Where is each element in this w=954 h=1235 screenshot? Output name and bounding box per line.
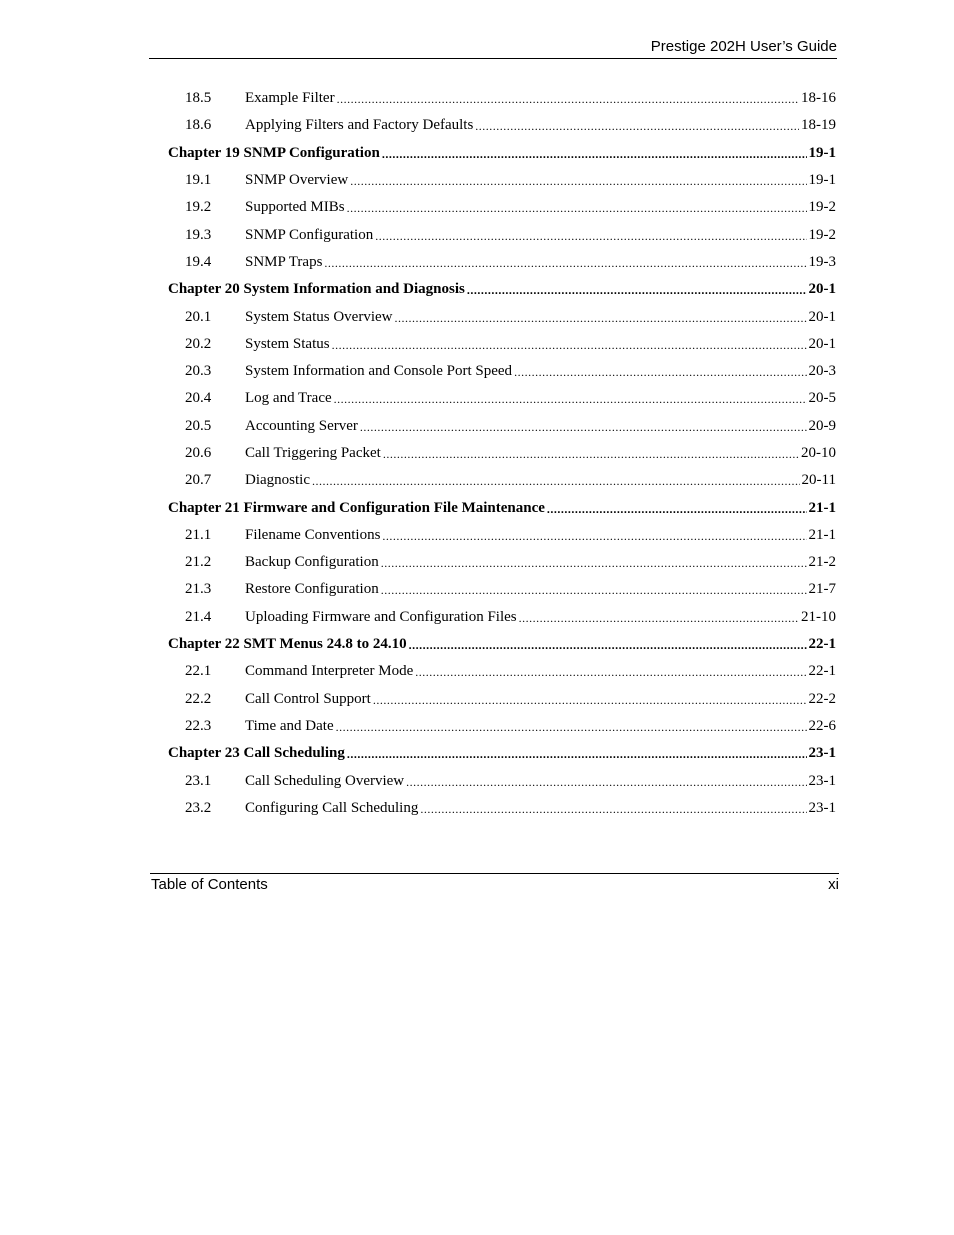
- toc-entry-title: Chapter 23 Call Scheduling: [168, 745, 345, 762]
- toc-page-number: 22-1: [808, 636, 836, 653]
- toc-page-number: 20-3: [808, 363, 836, 380]
- toc-section-number: 19.3: [185, 226, 212, 243]
- dot-leader: [347, 201, 807, 216]
- toc-section-number: 18.5: [185, 90, 212, 107]
- toc-section-entry[interactable]: [168, 303, 836, 330]
- dot-leader: [360, 420, 807, 435]
- dot-leader: [332, 338, 807, 353]
- toc-entry-title: Restore Configuration: [245, 581, 379, 598]
- toc-page-number: 20-10: [801, 445, 836, 461]
- page-number: xi: [828, 876, 839, 893]
- toc-page-number: 20-5: [808, 390, 836, 407]
- toc-entry-title: Call Control Support: [245, 690, 371, 707]
- toc-section-number: 23.2: [185, 799, 212, 816]
- toc-section-number: 21.4: [185, 608, 212, 625]
- dot-leader: [395, 311, 807, 326]
- toc-section-entry[interactable]: [168, 576, 836, 603]
- toc-section-entry[interactable]: [168, 249, 836, 276]
- dot-leader: [381, 556, 807, 571]
- toc-section-entry[interactable]: [168, 686, 836, 713]
- dot-leader: [409, 638, 807, 653]
- toc-page-number: 22-6: [808, 717, 836, 734]
- dot-leader: [312, 474, 800, 489]
- table-of-contents: [168, 85, 836, 822]
- toc-page-number: 20-9: [808, 417, 836, 434]
- toc-entry-title: SNMP Overview: [245, 172, 349, 189]
- toc-page-number: 23-1: [808, 745, 836, 762]
- toc-page-number: 19-1: [808, 172, 836, 189]
- toc-section-entry[interactable]: [168, 413, 836, 440]
- toc-entry-title: Time and Date: [245, 717, 334, 734]
- dot-leader: [337, 92, 799, 107]
- toc-entry-title: System Information and Console Port Speed: [245, 363, 513, 380]
- dot-leader: [475, 119, 799, 134]
- toc-page-number: 22-2: [808, 690, 836, 707]
- toc-section-number: 21.3: [185, 581, 212, 598]
- dot-leader: [467, 283, 807, 298]
- dot-leader: [406, 775, 806, 790]
- toc-section-number: 20.3: [185, 363, 212, 380]
- toc-page-number: 20-11: [801, 472, 836, 489]
- toc-entry-title: System Status Overview: [245, 308, 393, 325]
- toc-section-number: 18.6: [185, 117, 212, 134]
- dot-leader: [324, 256, 806, 271]
- footer-section-label: Table of Contents: [151, 876, 268, 893]
- toc-section-number: 22.2: [185, 690, 212, 707]
- toc-section-number: 23.1: [185, 772, 212, 789]
- toc-page-number: 19-1: [808, 144, 836, 161]
- toc-entry-title: Diagnostic: [245, 472, 310, 489]
- toc-chapter-entry[interactable]: [168, 276, 836, 303]
- dot-leader: [373, 693, 807, 708]
- toc-entry-title: Command Interpreter Mode: [245, 663, 414, 680]
- toc-section-entry[interactable]: [168, 331, 836, 358]
- toc-section-entry[interactable]: [168, 467, 836, 494]
- toc-entry-title: Filename Conventions: [245, 526, 381, 543]
- toc-section-number: 19.1: [185, 172, 212, 189]
- toc-section-entry[interactable]: [168, 385, 836, 412]
- dot-leader: [334, 392, 807, 407]
- toc-entry-title: Example Filter: [245, 90, 335, 107]
- toc-section-entry[interactable]: [168, 194, 836, 221]
- toc-page-number: 23-1: [808, 799, 836, 816]
- toc-entry-title: Backup Configuration: [245, 554, 379, 571]
- toc-section-number: 19.4: [185, 253, 212, 270]
- toc-section-entry[interactable]: [168, 167, 836, 194]
- toc-page-number: 20-1: [808, 308, 836, 325]
- toc-section-number: 20.4: [185, 390, 212, 407]
- dot-leader: [382, 529, 806, 544]
- toc-section-entry[interactable]: [168, 795, 836, 822]
- toc-entry-title: Accounting Server: [245, 417, 358, 434]
- toc-section-number: 20.6: [185, 445, 212, 461]
- dot-leader: [347, 747, 807, 762]
- toc-entry-title: Configuring Call Scheduling: [245, 799, 419, 816]
- toc-chapter-entry[interactable]: [168, 740, 836, 767]
- dot-leader: [420, 802, 806, 817]
- toc-section-entry[interactable]: [168, 112, 836, 139]
- dot-leader: [415, 665, 806, 680]
- toc-section-entry[interactable]: [168, 604, 836, 631]
- toc-page-number: 18-16: [801, 90, 836, 107]
- toc-page-number: 21-7: [808, 581, 836, 598]
- toc-section-entry[interactable]: [168, 767, 836, 794]
- toc-entry-title: Call Scheduling Overview: [245, 772, 405, 789]
- toc-section-number: 20.2: [185, 335, 212, 352]
- toc-page-number: 20-1: [808, 335, 836, 352]
- dot-leader: [514, 365, 806, 380]
- toc-page-number: 19-3: [808, 253, 836, 270]
- document-title: Prestige 202H User’s Guide: [650, 38, 837, 55]
- dot-leader: [336, 720, 807, 735]
- toc-section-entry[interactable]: [168, 440, 836, 467]
- toc-section-entry[interactable]: [168, 549, 836, 576]
- toc-section-number: 22.1: [185, 663, 212, 680]
- toc-section-number: 22.3: [185, 717, 212, 734]
- toc-entry-title: Chapter 19 SNMP Configuration: [168, 144, 380, 161]
- toc-entry-title: Chapter 22 SMT Menus 24.8 to 24.10: [168, 636, 407, 653]
- toc-entry-title: Call Triggering Packet: [245, 445, 381, 461]
- toc-section-number: 21.2: [185, 554, 212, 571]
- dot-leader: [547, 502, 807, 517]
- toc-page-number: 23-1: [808, 772, 836, 789]
- dot-leader: [381, 583, 807, 598]
- toc-chapter-entry[interactable]: [168, 631, 836, 658]
- toc-entry-title: System Status: [245, 335, 330, 352]
- toc-entry-title: Chapter 21 Firmware and Configuration File Maintenance: [168, 499, 545, 516]
- dot-leader: [383, 447, 799, 462]
- toc-page-number: 21-1: [808, 526, 836, 543]
- toc-section-number: 20.5: [185, 417, 212, 434]
- toc-entry-title: SNMP Configuration: [245, 226, 374, 243]
- toc-page-number: 18-19: [801, 117, 836, 134]
- toc-page-number: 21-2: [808, 554, 836, 571]
- dot-leader: [375, 229, 806, 244]
- page-footer: [150, 873, 839, 896]
- toc-page-number: 21-1: [808, 499, 836, 516]
- toc-section-entry[interactable]: [168, 358, 836, 385]
- toc-chapter-entry[interactable]: [168, 494, 836, 521]
- dot-leader: [519, 611, 799, 626]
- toc-section-entry[interactable]: [168, 658, 836, 685]
- toc-entry-title: Chapter 20 System Information and Diagnosis: [168, 281, 465, 298]
- toc-entry-title: SNMP Traps: [245, 253, 323, 270]
- toc-page-number: 21-10: [801, 608, 836, 625]
- toc-entry-title: Applying Filters and Factory Defaults: [245, 117, 474, 134]
- toc-chapter-entry[interactable]: [168, 140, 836, 167]
- toc-entry-title: Log and Trace: [245, 390, 332, 407]
- toc-entry-title: Uploading Firmware and Configuration Files: [245, 608, 517, 625]
- toc-section-entry[interactable]: [168, 221, 836, 248]
- toc-section-entry[interactable]: [168, 85, 836, 112]
- toc-page-number: 19-2: [808, 199, 836, 216]
- toc-section-entry[interactable]: [168, 713, 836, 740]
- toc-page-number: 22-1: [808, 663, 836, 680]
- toc-section-number: 20.7: [185, 472, 212, 489]
- toc-section-number: 20.1: [185, 308, 212, 325]
- page-header: [149, 36, 837, 59]
- toc-page-number: 20-1: [808, 281, 836, 298]
- toc-page-number: 19-2: [808, 226, 836, 243]
- dot-leader: [350, 174, 806, 189]
- toc-section-entry[interactable]: [168, 522, 836, 549]
- toc-section-number: 19.2: [185, 199, 212, 216]
- dot-leader: [382, 147, 807, 162]
- toc-section-number: 21.1: [185, 526, 212, 543]
- toc-entry-title: Supported MIBs: [245, 199, 345, 216]
